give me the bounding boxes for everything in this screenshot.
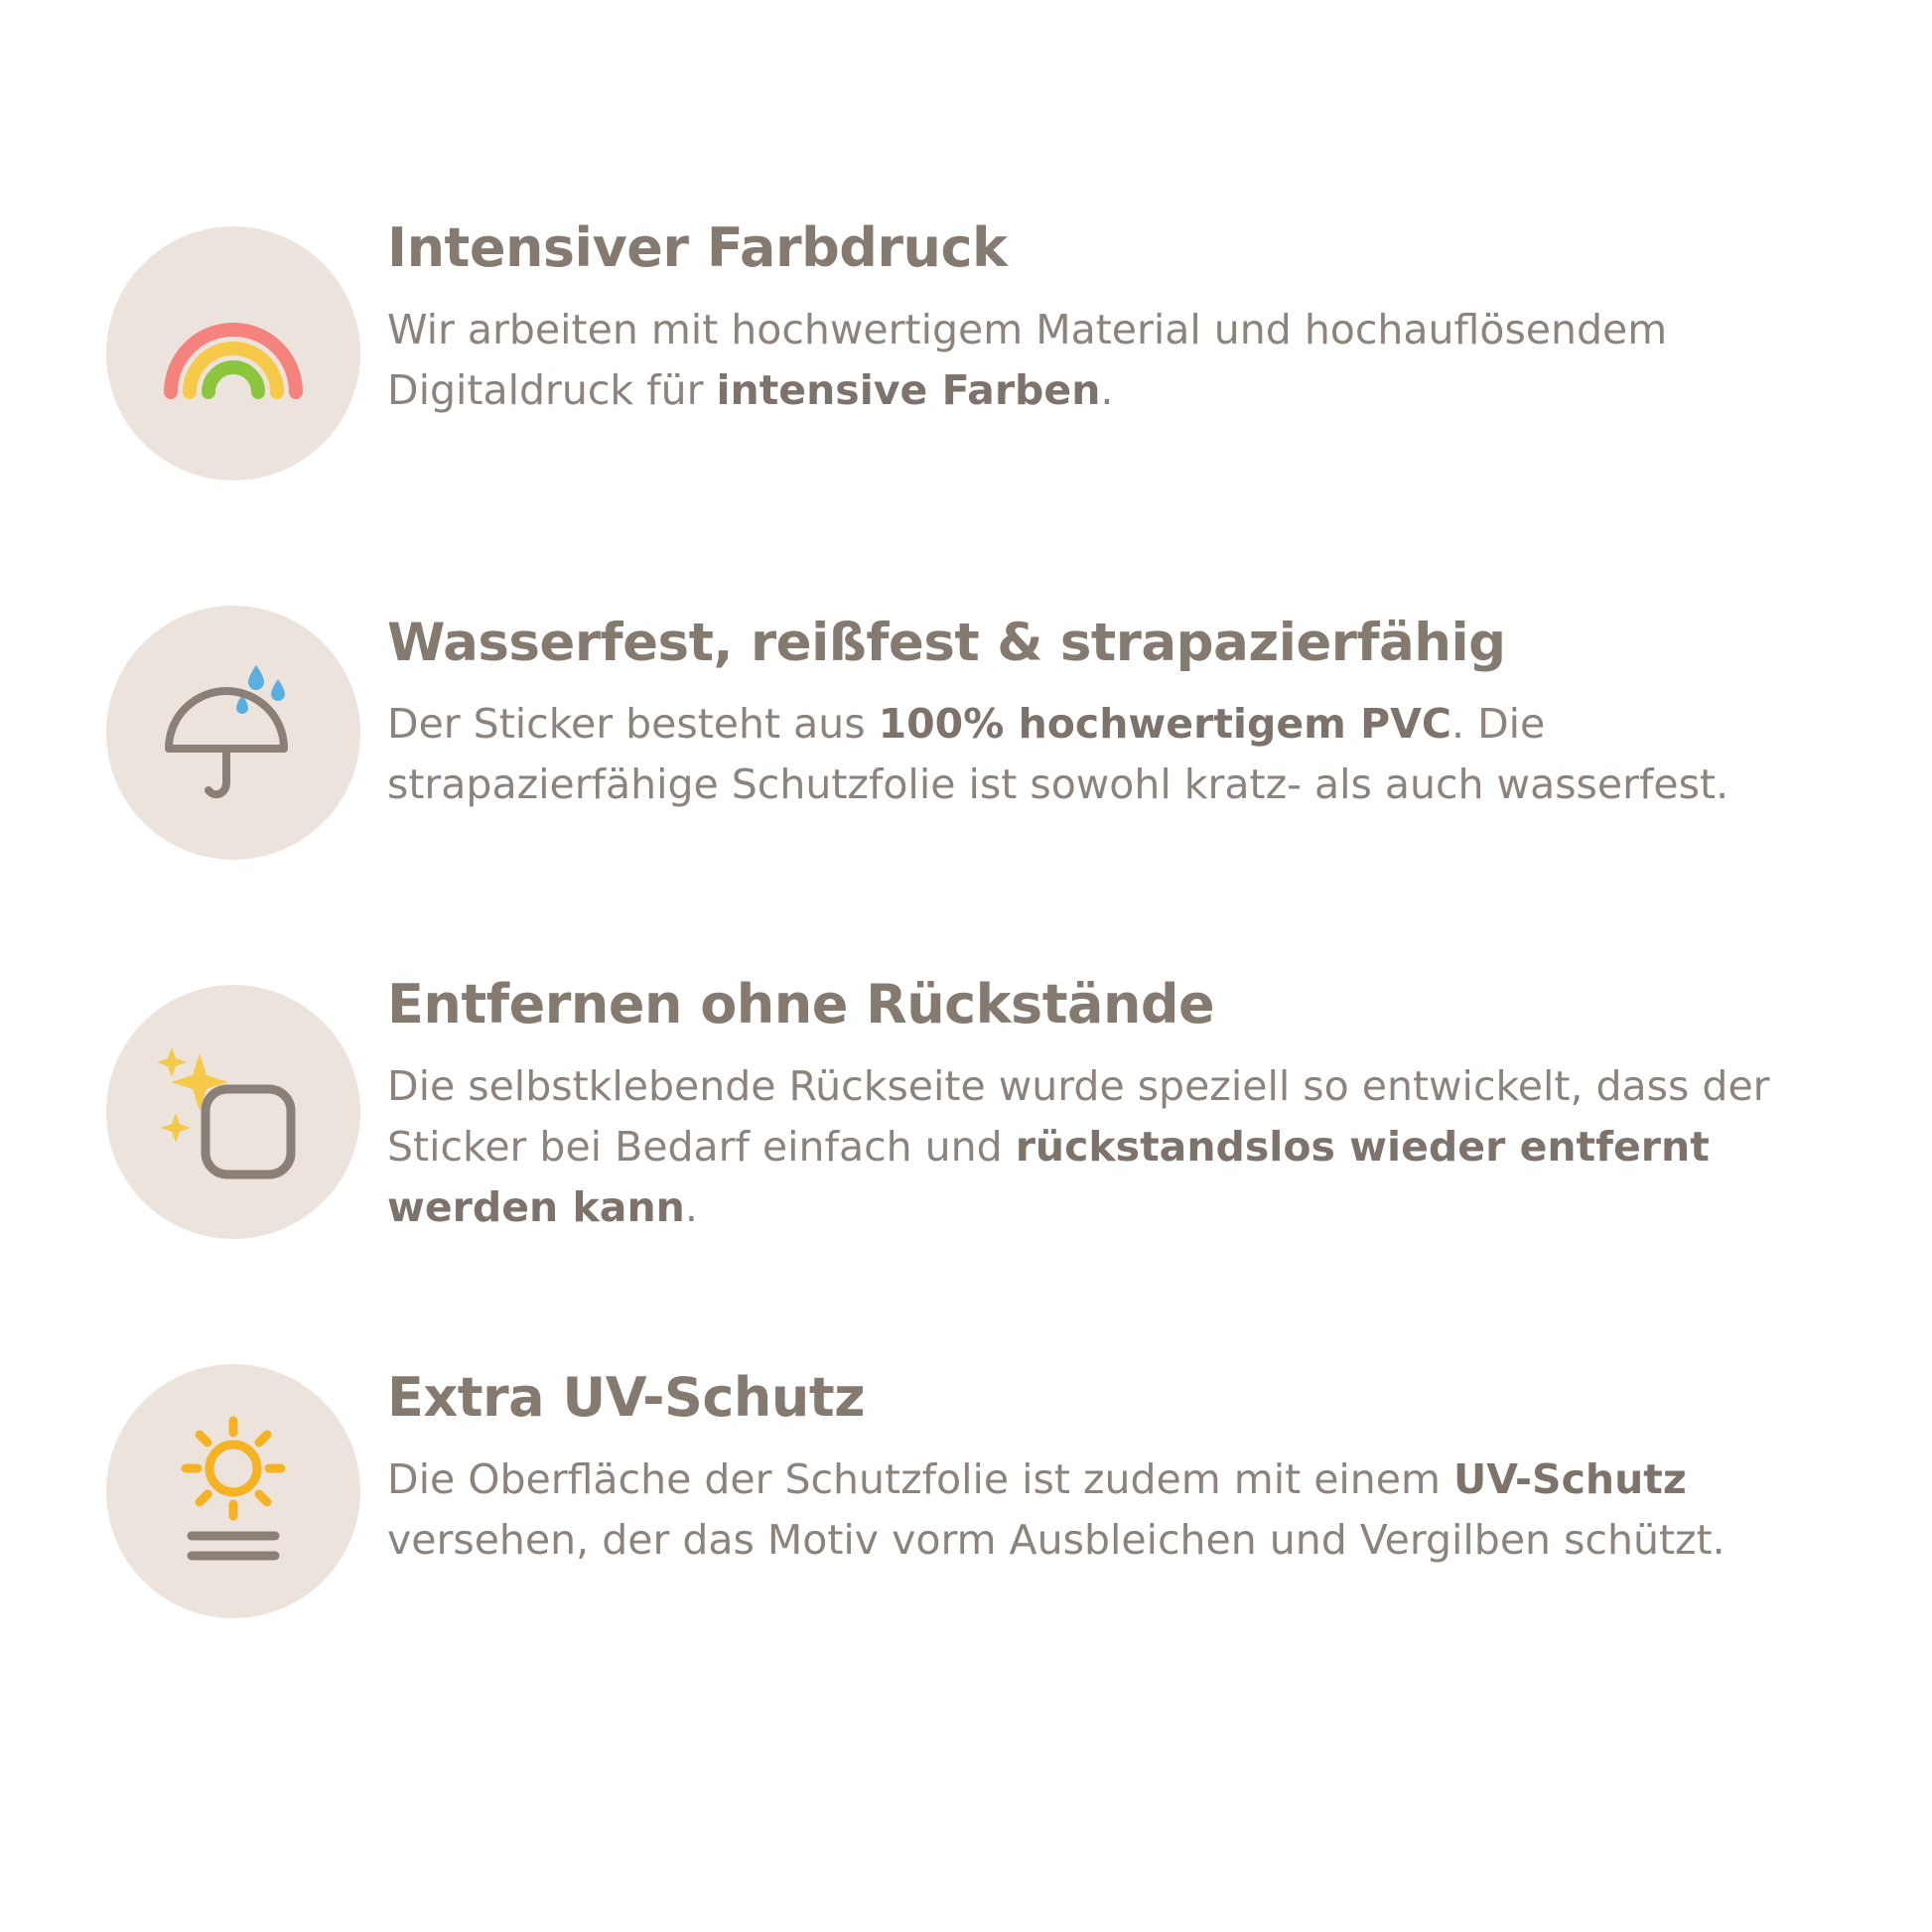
- desc-part: . Die strapazierfähige Schutzfolie ist sowohl kratz- als auch wasserfest.: [387, 700, 1729, 809]
- desc-part: Wir arbeiten mit hochwertigem Material und hochauflösendem Digitaldruck für: [387, 306, 1668, 415]
- sparkle-square-icon: [154, 1035, 313, 1188]
- text-column: [387, 588, 1872, 815]
- umbrella-rain-icon: [159, 651, 308, 814]
- desc-part-bold: intensive Farben: [716, 366, 1101, 415]
- feature-description: [387, 300, 1833, 420]
- desc-part: Die selbstklebende Rückseite wurde speziell so entwickelt, dass der Sticker bei Bedarf einfach und: [387, 1062, 1770, 1172]
- sun-uv-icon: [159, 1413, 308, 1571]
- desc-part: versehen, der das Motiv vorm Ausbleichen und Vergilben schützt.: [387, 1516, 1725, 1565]
- rainbow-icon: [159, 297, 308, 410]
- feature-item-intensiver-farbdruck: [79, 208, 1872, 481]
- icon-badge: [106, 606, 360, 860]
- desc-part: Die Oberfläche der Schutzfolie ist zudem mit einem: [387, 1455, 1453, 1504]
- text-column: [387, 1346, 1872, 1571]
- desc-part-bold: UV-Schutz: [1453, 1455, 1687, 1504]
- feature-description: [387, 1449, 1833, 1570]
- icon-column: [79, 1346, 387, 1618]
- feature-item-wasserfest: [79, 588, 1872, 860]
- feature-title: Entfernen ohne Rückstände: [387, 973, 1215, 1035]
- icon-column: [79, 588, 387, 860]
- desc-part: .: [684, 1182, 698, 1231]
- desc-part: Der Sticker besteht aus: [387, 700, 879, 749]
- text-column: [387, 208, 1872, 421]
- desc-part-bold: 100% hochwertigem PVC: [878, 700, 1451, 749]
- feature-description: [387, 1056, 1833, 1237]
- feature-item-entfernen-ohne-rueckstaende: [79, 967, 1872, 1239]
- text-column: [387, 967, 1872, 1237]
- icon-column: [79, 208, 387, 481]
- icon-badge: [106, 1364, 360, 1618]
- desc-part-bold: rückstandslos wieder entfernt werden kann: [387, 1123, 1710, 1231]
- feature-item-uv-schutz: [79, 1346, 1872, 1618]
- feature-description: [387, 694, 1833, 814]
- icon-column: [79, 967, 387, 1239]
- icon-badge: [106, 226, 360, 481]
- feature-title: Wasserfest, reißfest & strapazierfähig: [387, 613, 1506, 673]
- feature-title: Intensiver Farbdruck: [387, 216, 1008, 279]
- desc-part: .: [1100, 366, 1114, 415]
- feature-title: Extra UV-Schutz: [387, 1366, 866, 1429]
- icon-badge: [106, 985, 360, 1239]
